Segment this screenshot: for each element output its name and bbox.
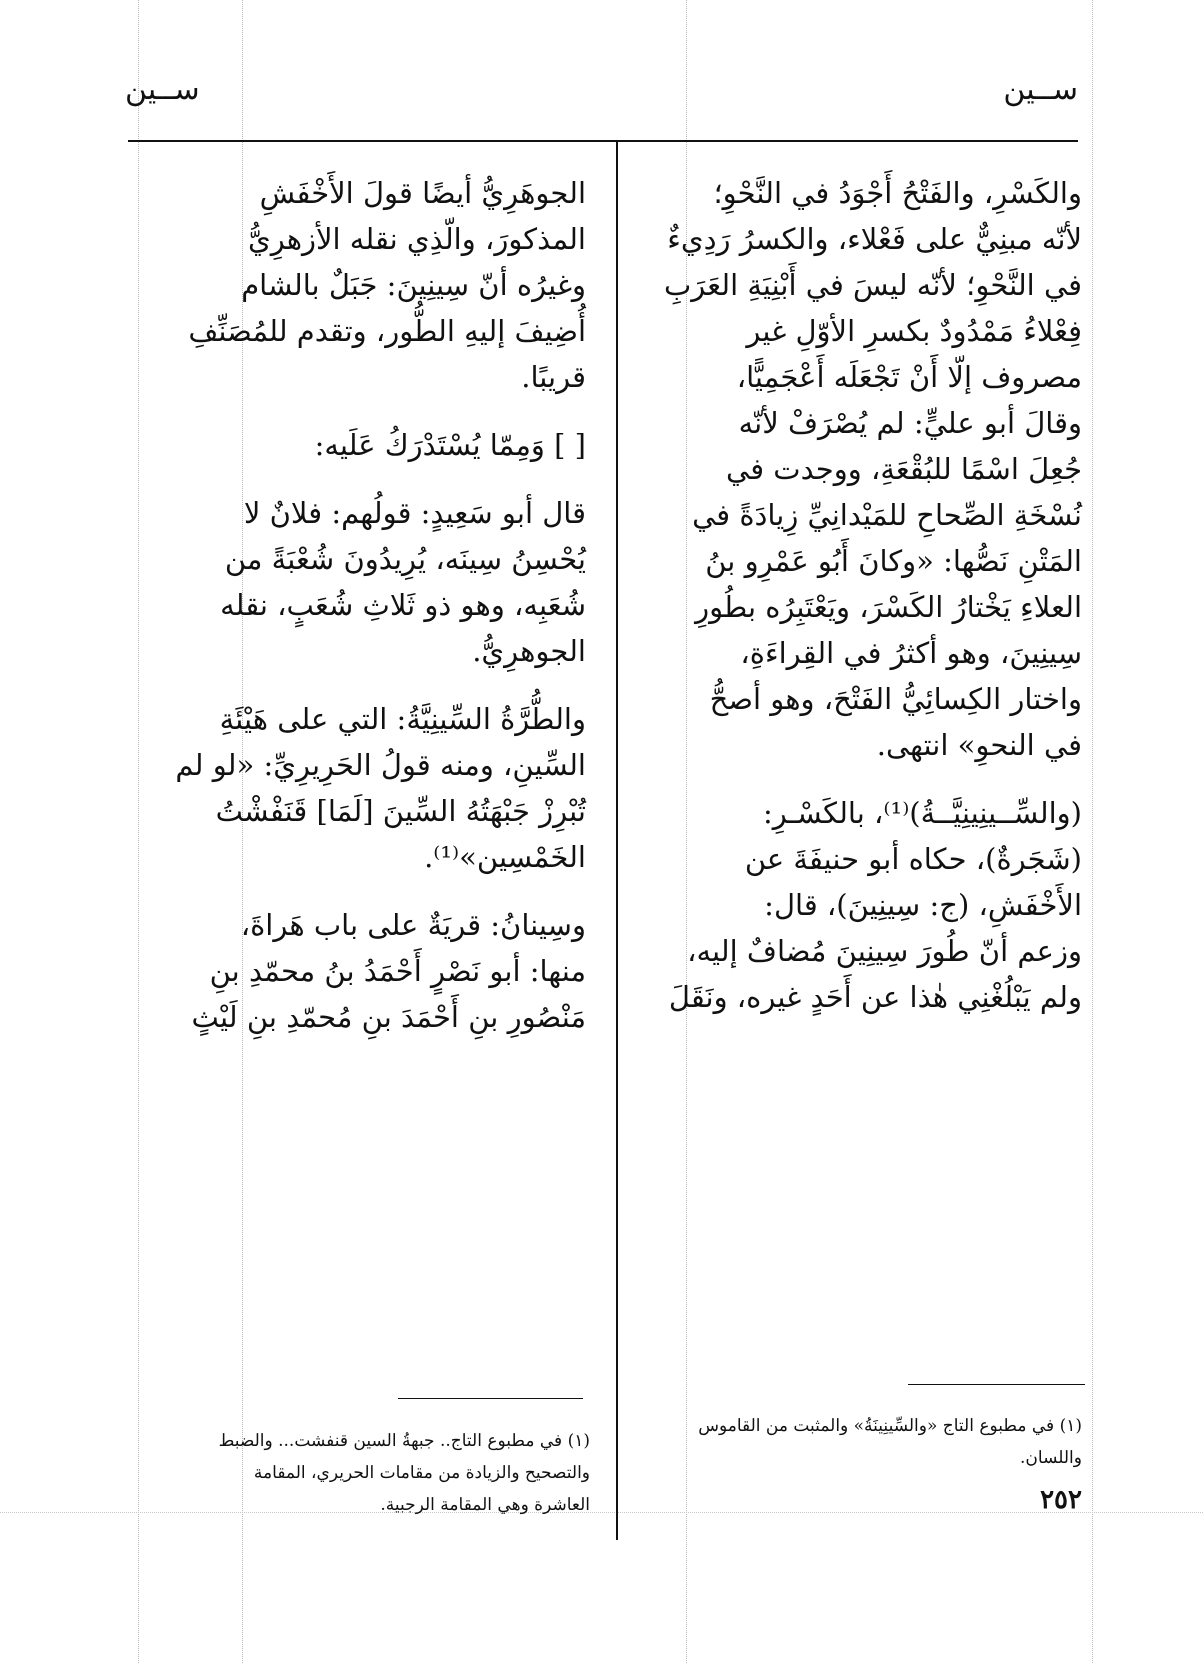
text-line: في النَّحْوِ؛ لأنّه ليسَ في أَبْنِيَةِ العَرَبِ [663,268,1082,302]
text-line: المذكورَ، والّذِي نقله الأزهرِيُّ [248,222,586,256]
text-line: جُعِلَ اسْمًا للبُقْعَةِ، ووجدت في [726,452,1082,486]
text-line: مصروف إلّا أَنْ تَجْعَلَه أَعْجَمِيًّا، [736,360,1082,394]
footnote-rule [398,1398,583,1399]
running-head-left: ســين [125,72,200,107]
text-line: السِّينِ، ومنه قولُ الحَرِيرِيِّ: «لو لم [175,748,586,782]
text-line: ولم يَبْلُغْنِي هٰذا عن أَحَدٍ غيره، ونَقَلَ [668,980,1082,1014]
text-line: شُعَبِه، وهو ذو ثَلاثِ شُعَبٍ، نقله [220,588,586,622]
text-line: الجوهَرِيُّ أيضًا قولَ الأَخْفَشِ [259,176,586,210]
text-line: (والسِّــينِينِيَّــةُ)⁽¹⁾، بالكَسْـرِ: [762,796,1082,830]
text-line: لأنّه مبنِيٌّ على فَعْلاء، والكسرُ رَدِيءٌ [667,222,1082,256]
page-number: ٢٥٢ [1040,1485,1082,1515]
scan-guide-line [138,0,139,1663]
right-column [652,170,1082,1042]
text-line: المَتْنِ نَصُّها: «وكانَ أَبُو عَمْرِو بنُ [705,544,1082,578]
text-line: وغيرُه أنّ سِينِينَ: جَبَلٌ بالشام [241,268,586,302]
text-line: قال أبو سَعِيدٍ: قولُهم: فلانٌ لا [243,496,586,530]
paragraph [652,170,1082,768]
text-line: في النحوِ» انتهى. [876,728,1082,762]
text-line: الأَخْفَشِ، (ج: سِينِينَ)، قال: [764,888,1082,922]
footnote-rule [908,1384,1085,1385]
text-line: وزعم أنّ طُورَ سِينِينَ مُضافٌ إليه، [687,934,1082,968]
footnote-line: واللسان. [1020,1448,1082,1468]
text-line: مَنْصُورِ بنِ أَحْمَدَ بنِ مُحمّدِ بنِ لَيْثٍ [191,1000,586,1034]
text-line: واختار الكِسائِيُّ الفَتْحَ، وهو أصحُّ [709,682,1082,716]
scan-guide-line [1092,0,1093,1663]
text-line: قريبًا. [521,360,586,394]
footnote-right [622,1410,1082,1474]
text-line: يُحْسِنُ سِينَه، يُرِيدُونَ شُعْبَةً من [224,542,586,576]
left-column [142,170,586,1062]
column-divider [616,140,618,1540]
footnote-line: والتصحيح والزيادة من مقامات الحريري، المقامة [253,1463,590,1483]
paragraph [142,902,586,1040]
footnote-line: العاشرة وهي المقامة الرجبية. [380,1495,590,1515]
text-line: أُضِيفَ إليهِ الطُّور، وتقدم للمُصَنِّفِ [188,314,586,348]
footnote-left [142,1425,590,1521]
text-line: سِينِينَ، وهو أكثرُ في القِراءَةِ، [740,636,1082,670]
dictionary-entry [652,790,1082,1020]
running-head-right: ســين [1003,72,1078,107]
paragraph [142,170,586,400]
footnote-line: (١) في مطبوع التاج «والسِّينِينَةُ» والمثبت من القاموس [698,1416,1082,1436]
text-line: وقالَ أبو عليٍّ: لم يُصْرَفْ لأنّه [738,406,1082,440]
text-line: منها: أبو نَصْرٍ أَحْمَدُ بنُ محمّدِ بنِ [209,954,586,988]
text-line: الجوهرِيُّ. [472,634,586,668]
text-line: والكَسْرِ، والفَتْحُ أَجْوَدُ في النَّحْوِ؛ [713,176,1082,210]
text-line: (شَجَرةٌ)، حكاه أبو حنيفَةَ عن [744,842,1082,876]
text-line: الخَمْسِين»⁽¹⁾. [424,840,586,874]
text-line: فِعْلاءُ مَمْدُودٌ بكسرِ الأوّلِ غير [746,314,1082,348]
text-line: والطُّرَّةُ السِّينِيَّةُ: التي على هَيْئَةِ [219,702,586,736]
text-line: وسِينانُ: قريَةٌ على باب هَراةَ، [240,908,586,942]
paragraph [142,490,586,674]
text-line: نُسْخَةِ الصِّحاحِ للمَيْدانِيِّ زِيادَةً في [692,498,1082,532]
header-rule [128,140,1078,142]
text-line: العلاءِ يَخْتارُ الكَسْرَ، ويَعْتَبِرُه بطُورِ [695,590,1082,624]
text-line: تُبْرِزْ جَبْهَتُهُ السِّينَ [لَمَا] قَنَفْشْتُ [215,794,586,828]
text-line: [ ] وَمِمّا يُسْتَدْرَكُ عَلَيه: [314,428,586,462]
footnote-line: (١) في مطبوع التاج.. جبهةُ السين قنفشت... والضبط [218,1431,590,1451]
paragraph [142,696,586,880]
paragraph [142,422,586,468]
